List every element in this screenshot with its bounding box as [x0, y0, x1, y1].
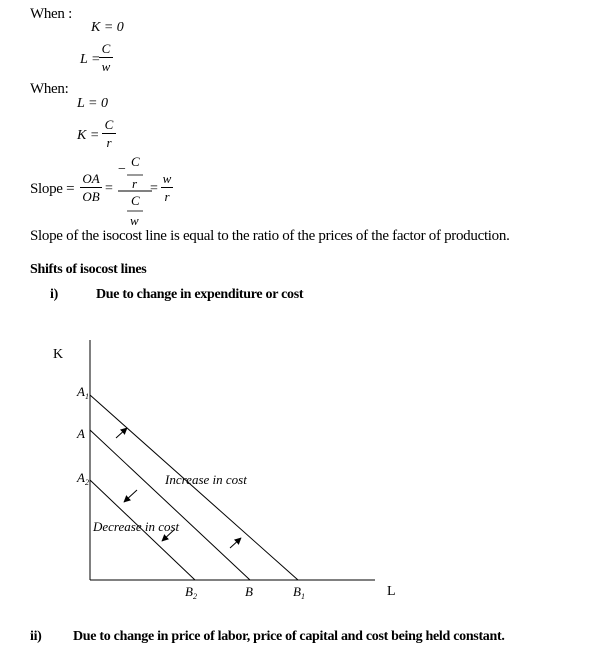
- fraction-w-over-r: [161, 171, 173, 204]
- label-a2-subscript: 2: [84, 478, 89, 487]
- fraction-denominator: w: [101, 59, 111, 74]
- section-heading: Shifts of isocost lines: [30, 262, 147, 277]
- fraction-oa-over-ob: [80, 171, 102, 204]
- inner-bottom-numerator: C: [131, 193, 140, 208]
- equation-k-lhs: K =: [77, 128, 100, 143]
- fraction-numerator: C: [104, 117, 114, 132]
- fraction-c-over-r: [102, 117, 116, 150]
- label-a1-letter: A: [77, 384, 85, 399]
- label-b2: [185, 584, 197, 601]
- fraction-bar: [161, 187, 173, 188]
- fraction-bar: [102, 133, 116, 134]
- label-a1-subscript: 1: [84, 392, 89, 401]
- x-axis-label: L: [387, 584, 396, 599]
- isocost-line-a-b: [90, 430, 250, 580]
- fraction-denominator: r: [106, 135, 112, 150]
- label-b1: [293, 584, 305, 601]
- fraction-denominator: r: [164, 189, 170, 204]
- fraction-numerator: OA: [82, 171, 100, 186]
- equation-k-zero: K = 0: [91, 20, 124, 35]
- when-label-2: When:: [30, 81, 69, 97]
- isocost-line-a1-b1: [90, 395, 298, 580]
- inner-top-numerator: C: [131, 154, 140, 169]
- fraction-bar: [99, 57, 113, 58]
- item1-marker: i): [50, 287, 58, 302]
- equals-sign-2: =: [150, 181, 158, 196]
- annotation-increase-in-cost: Increase in cost: [165, 472, 247, 487]
- label-a2: [76, 470, 89, 487]
- decrease-arrow-upper: [124, 490, 137, 502]
- inner-top-denominator: r: [132, 176, 138, 191]
- increase-arrow-lower: [230, 538, 241, 548]
- label-a: A: [77, 426, 85, 441]
- label-b: B: [245, 584, 253, 599]
- annotation-decrease-in-cost: Decrease in cost: [93, 519, 180, 534]
- slope-statement: Slope of the isocost line is equal to the ratio of the prices of the factor of production.: [30, 228, 510, 244]
- fraction-numerator: w: [162, 171, 172, 186]
- fraction-c-over-w: [99, 41, 113, 74]
- when-label-1: When :: [30, 6, 72, 22]
- item2-marker: ii): [30, 629, 42, 644]
- increase-arrow-upper: [116, 428, 127, 438]
- label-b2-letter: B: [185, 584, 193, 599]
- slope-label: Slope =: [30, 181, 75, 197]
- label-a1: [76, 384, 89, 401]
- isocost-graph: [0, 330, 600, 620]
- label-b1-subscript: 1: [300, 592, 305, 601]
- equation-l-zero: L = 0: [77, 96, 108, 111]
- minus-sign: −: [118, 162, 126, 177]
- label-a2-letter: A: [77, 470, 85, 485]
- label-b2-subscript: 2: [192, 592, 197, 601]
- label-b1-letter: B: [293, 584, 301, 599]
- fraction-denominator: OB: [82, 189, 100, 204]
- equation-l-lhs: L =: [80, 52, 101, 67]
- equals-sign-1: =: [105, 181, 113, 196]
- inner-bottom-denominator: w: [130, 213, 139, 228]
- fraction-bar: [80, 187, 102, 188]
- fraction-numerator: C: [101, 41, 111, 56]
- item2-text: Due to change in price of labor, price of capital and cost being held constant.: [73, 629, 505, 644]
- y-axis-label: K: [53, 347, 64, 362]
- item1-text: Due to change in expenditure or cost: [96, 287, 304, 302]
